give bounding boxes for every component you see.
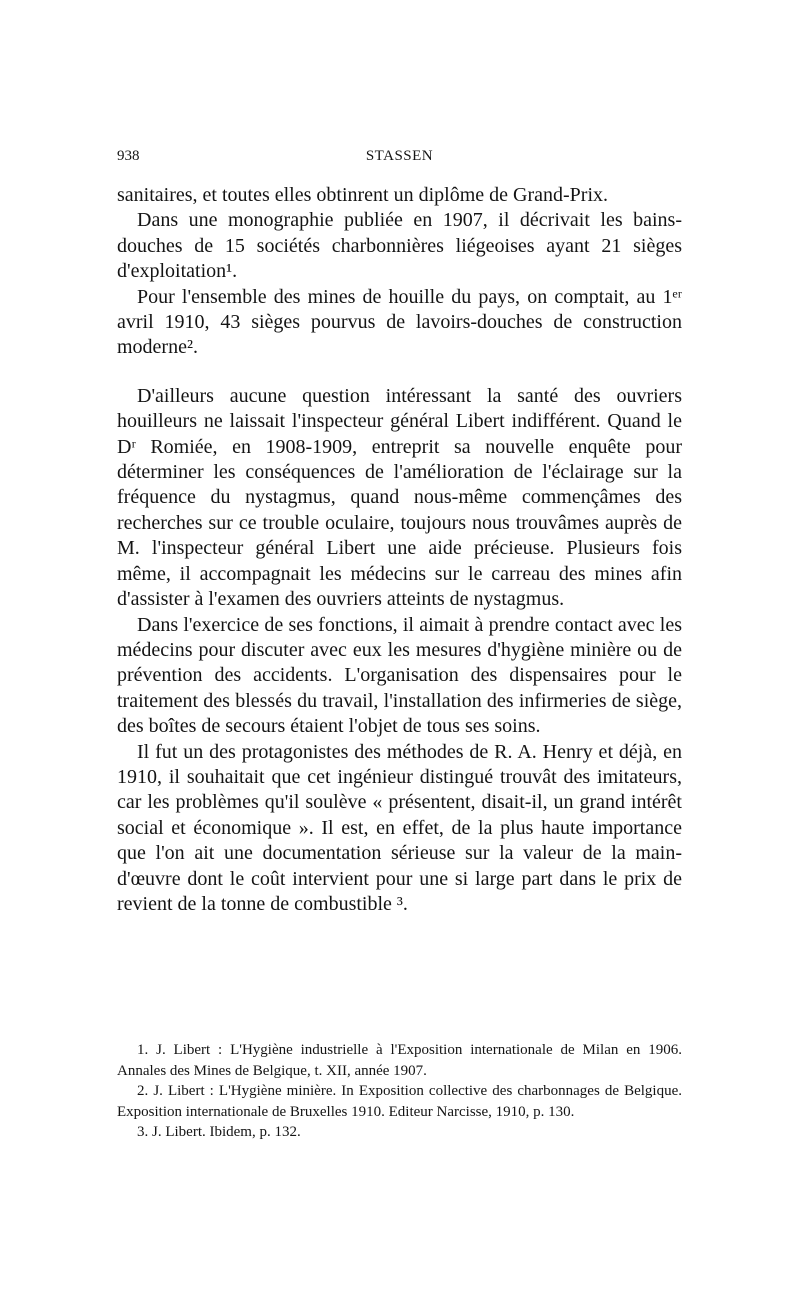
paragraph-3: Pour l'ensemble des mines de houille du pays, on comptait, au 1ᵉʳ avril 1910, 43 sièges pourvus de lavoirs-douches de construction moderne². [117, 285, 682, 359]
page-number: 938 [117, 148, 140, 164]
section-gap [117, 361, 682, 384]
paragraph-4: D'ailleurs aucune question intéressant la santé des ouvriers houilleurs ne laissait l'inspecteur général Libert indifférent. Quand le Dʳ Romiée, en 1908-1909, entreprit sa nouvelle enquête pour déterminer les conséquences de l'amélioration de l'éclairage sur la fréquence du nystagmus, quand nous-même commençâmes des recherches sur ce trouble oculaire, toujours nous trouvâmes auprès de M. l'inspecteur général Libert une aide précieuse. Plusieurs fois même, il accompagnait les médecins sur le carreau des mines afin d'assister à l'examen des ouvriers atteints de nystagmus. [117, 384, 682, 611]
footnote-2: 2. J. Libert : L'Hygiène minière. In Exposition collective des charbonnages de Belgique. Exposition internationale de Bruxelles 1910. Editeur Narcisse, 1910, p. 130. [117, 1083, 682, 1120]
footnote-3: 3. J. Libert. Ibidem, p. 132. [137, 1124, 301, 1140]
footnotes [117, 1040, 682, 1143]
footnote-1: 1. J. Libert : L'Hygiène industrielle à l'Exposition internationale de Milan en 1906. Annales des Mines de Belgique, t. XII, année 1907. [117, 1042, 682, 1079]
paragraph-6: Il fut un des protagonistes des méthodes de R. A. Henry et déjà, en 1910, il souhaitait que cet ingénieur distingué trouvât des imitateurs, car les problèmes qu'il soulève « présentent, disait-il, un grand intérêt social et économique ». Il est, en effet, de la plus haute importance que l'on ait une documentation sérieuse sur la valeur de la main-d'œuvre dont le coût intervient pour une si large part dans le prix de revient de la tonne de combustible ³. [117, 740, 682, 915]
paragraph-1: sanitaires, et toutes elles obtinrent un diplôme de Grand-Prix. [117, 184, 608, 206]
paragraph-2: Dans une monographie publiée en 1907, il décrivait les bains-douches de 15 sociétés charbonnières liégeoises ayant 21 sièges d'exploitation¹. [117, 209, 682, 283]
paragraph-5: Dans l'exercice de ses fonctions, il aimait à prendre contact avec les médecins pour discuter avec eux les mesures d'hygiène minière ou de prévention des accidents. L'organisation des dispensaires pour le traitement des blessés du travail, l'installation des infirmeries de siège, des boîtes de secours étaient l'objet de tous ses soins. [117, 613, 682, 738]
body-text [117, 183, 682, 917]
running-head: STASSEN [365, 148, 434, 164]
page-header [117, 141, 682, 171]
